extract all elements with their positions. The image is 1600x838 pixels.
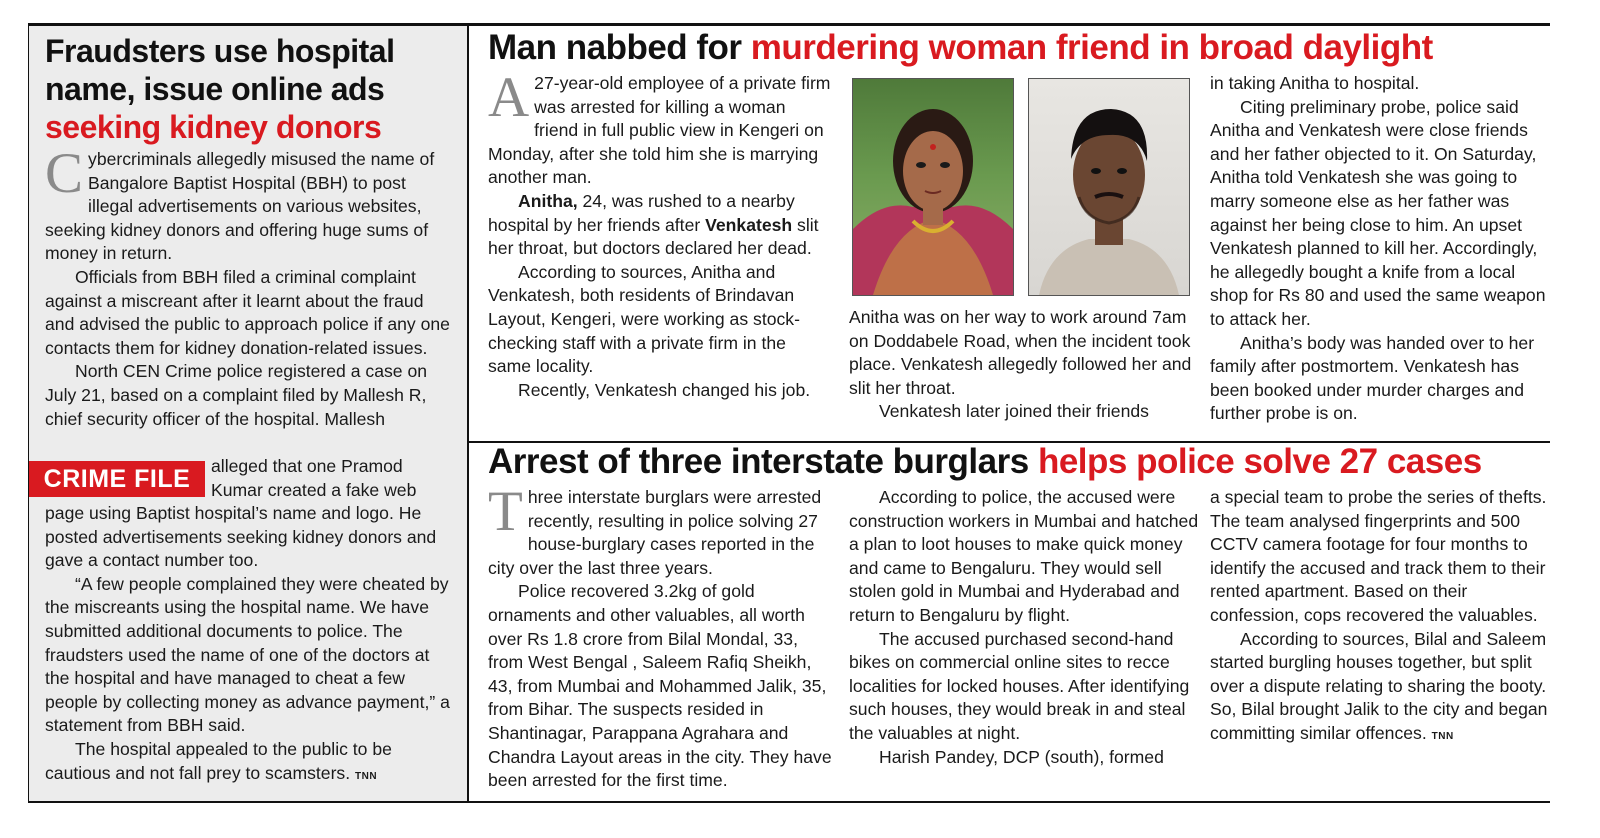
left-para-4: “A few people complained they were cheated by the miscreants using the hospital name. We have submitted additional documents to police. The fraudsters used the name of one of the doctors at the hospital and have managed to cheat a few people by collecting money as advance payment,” a statement from BBH said.	[45, 573, 450, 736]
bottom-para-5: Harish Pandey, DCP (south), formed	[879, 746, 1164, 767]
top-para-3: According to sources, Anitha and Venkatesh, both residents of Brindavan Layout, Kengeri, were working as stock-checking staff with a private firm in the same locality.	[488, 261, 800, 377]
bottom-headline-black: Arrest of three interstate burglars	[488, 442, 1029, 481]
left-para-5: The hospital appealed to the public to be cautious and not fall prey to scamsters. TNN	[45, 738, 392, 783]
top-story-col2	[849, 306, 1194, 424]
top-story-headline	[488, 30, 1548, 67]
top-para-2: Anitha, 24, was rushed to a nearby hospital by her friends after Venkatesh slit her throat, but doctors declared her dead.	[488, 190, 819, 259]
bottom-para-6: a special team to probe the series of thefts. The team analysed fingerprints and 500 CCTV camera footage for four months to identify the accused and track them to their rented apartment. Based on their confession, cops recovered the valuables.	[1210, 487, 1547, 625]
bottom-rule	[28, 801, 1550, 803]
bottom-story-col1	[488, 480, 833, 793]
left-headline-line1: Fraudsters use hospital	[45, 33, 395, 69]
left-para-2: Officials from BBH filed a criminal complaint against a miscreant after it learnt about the fraud and advised the public to approach police if any one contacts them for kidney donation-related issues.	[45, 266, 450, 358]
top-para-7: in taking Anitha to hospital.	[1210, 73, 1420, 93]
accused-portrait-illustration	[1029, 79, 1189, 295]
victim-portrait-illustration	[853, 79, 1013, 295]
left-story-body-top	[45, 142, 450, 431]
top-para-8: Citing preliminary probe, police said Anitha and Venkatesh were close friends and her father objected to it. On Saturday, Anitha told Venkatesh she was going to marry someone else as her father was against her being close to him. An upset Venkatesh planned to kill her. Accordingly, he allegedly bought a knife from a local shop for Rs 80 and used the same weapon to attack her.	[1210, 96, 1546, 329]
top-rule	[28, 23, 1550, 26]
left-story-headline	[45, 32, 465, 146]
left-para-1: Cybercriminals allegedly misused the name of Bangalore Baptist Hospital (BBH) to post illegal advertisements on various websites, seeking kidney donors and offering huge sums of money in return.	[45, 142, 435, 264]
top-headline-red: murdering woman friend in broad daylight	[750, 28, 1433, 67]
top-story-col3	[1210, 72, 1555, 426]
bottom-para-7: According to sources, Bilal and Saleem started burgling houses together, but split over a dispute relating to sharing the booty. So, Bilal brought Jalik to the city and began committing similar offences. TNN	[1210, 628, 1548, 743]
left-story-body-bottom	[45, 502, 450, 788]
bottom-headline-red: helps police solve 27 cases	[1037, 442, 1482, 481]
left-rule	[28, 23, 29, 803]
agency-credit: TNN	[355, 770, 378, 782]
left-headline-line2: name, issue online ads	[45, 71, 385, 107]
top-story-col1	[488, 66, 833, 402]
victim-photo	[852, 78, 1014, 296]
left-para-3a: North CEN Crime police registered a case on July 21, based on a complaint filed by Mallesh R, chief security officer of the hospital. Mallesh	[45, 361, 428, 429]
top-para-6: Venkatesh later joined their friends	[879, 401, 1149, 422]
bottom-para-1: Three interstate burglars were arrested recently, resulting in police solving 27 house-burglary cases reported in the city over the last three years.	[488, 480, 822, 578]
crime-file-badge: CRIME FILE	[29, 461, 205, 497]
bottom-story-col2	[849, 486, 1199, 769]
top-para-1: A 27-year-old employee of a private firm was arrested for killing a woman friend in full public view in Kengeri on Monday, after she told him she is marrying another man.	[488, 66, 831, 188]
agency-credit: TNN	[1431, 730, 1454, 742]
top-headline-black: Man nabbed for	[488, 28, 742, 67]
left-wrap-text	[211, 455, 453, 502]
left-headline-red: seeking kidney donors	[45, 109, 382, 145]
dropcap: C	[45, 142, 84, 205]
left-para-3b: alleged that one Pramod Kumar created a fake web	[211, 456, 417, 500]
bottom-para-2: Police recovered 3.2kg of gold ornaments and other valuables, all worth over Rs 1.8 crore from Bilal Mondal, 33, from West Bengal , Saleem Rafiq Sheikh, 43, from Mumbai and Mohammed Jalik, 35, from Bihar. The suspects resided in Shantinagar, Parappana Agrahara and Chandra Layout areas in the city. They have been arrested for the first time.	[488, 581, 832, 791]
bottom-para-3: According to police, the accused were construction workers in Mumbai and hatched a plan to loot houses to make quick money and came to Bengaluru. They would sell stolen gold in Mumbai and Hyderabad and return to Bengaluru by flight.	[849, 487, 1199, 625]
bottom-para-4: The accused purchased second-hand bikes on commercial online sites to recce localities for locked houses. After identifying such houses, they would break in and steal the valuables at night.	[849, 628, 1190, 743]
bottom-story-headline	[488, 444, 1548, 481]
dropcap: A	[488, 66, 530, 129]
bottom-story-col3	[1210, 486, 1555, 749]
column-divider	[467, 25, 469, 802]
accused-photo	[1028, 78, 1190, 296]
left-para-3c: page using Baptist hospital’s name and logo. He posted advertisements seeking kidney donors and gave a contact number too.	[45, 503, 437, 571]
top-para-5: Anitha was on her way to work around 7am on Doddabele Road, when the incident took place. Venkatesh allegedly followed her and slit her throat.	[849, 307, 1192, 398]
dropcap: T	[488, 480, 523, 543]
top-para-4: Recently, Venkatesh changed his job.	[518, 379, 811, 400]
top-para-9: Anitha’s body was handed over to her family after postmortem. Venkatesh has been booked under murder charges and further probe is on.	[1210, 332, 1535, 424]
